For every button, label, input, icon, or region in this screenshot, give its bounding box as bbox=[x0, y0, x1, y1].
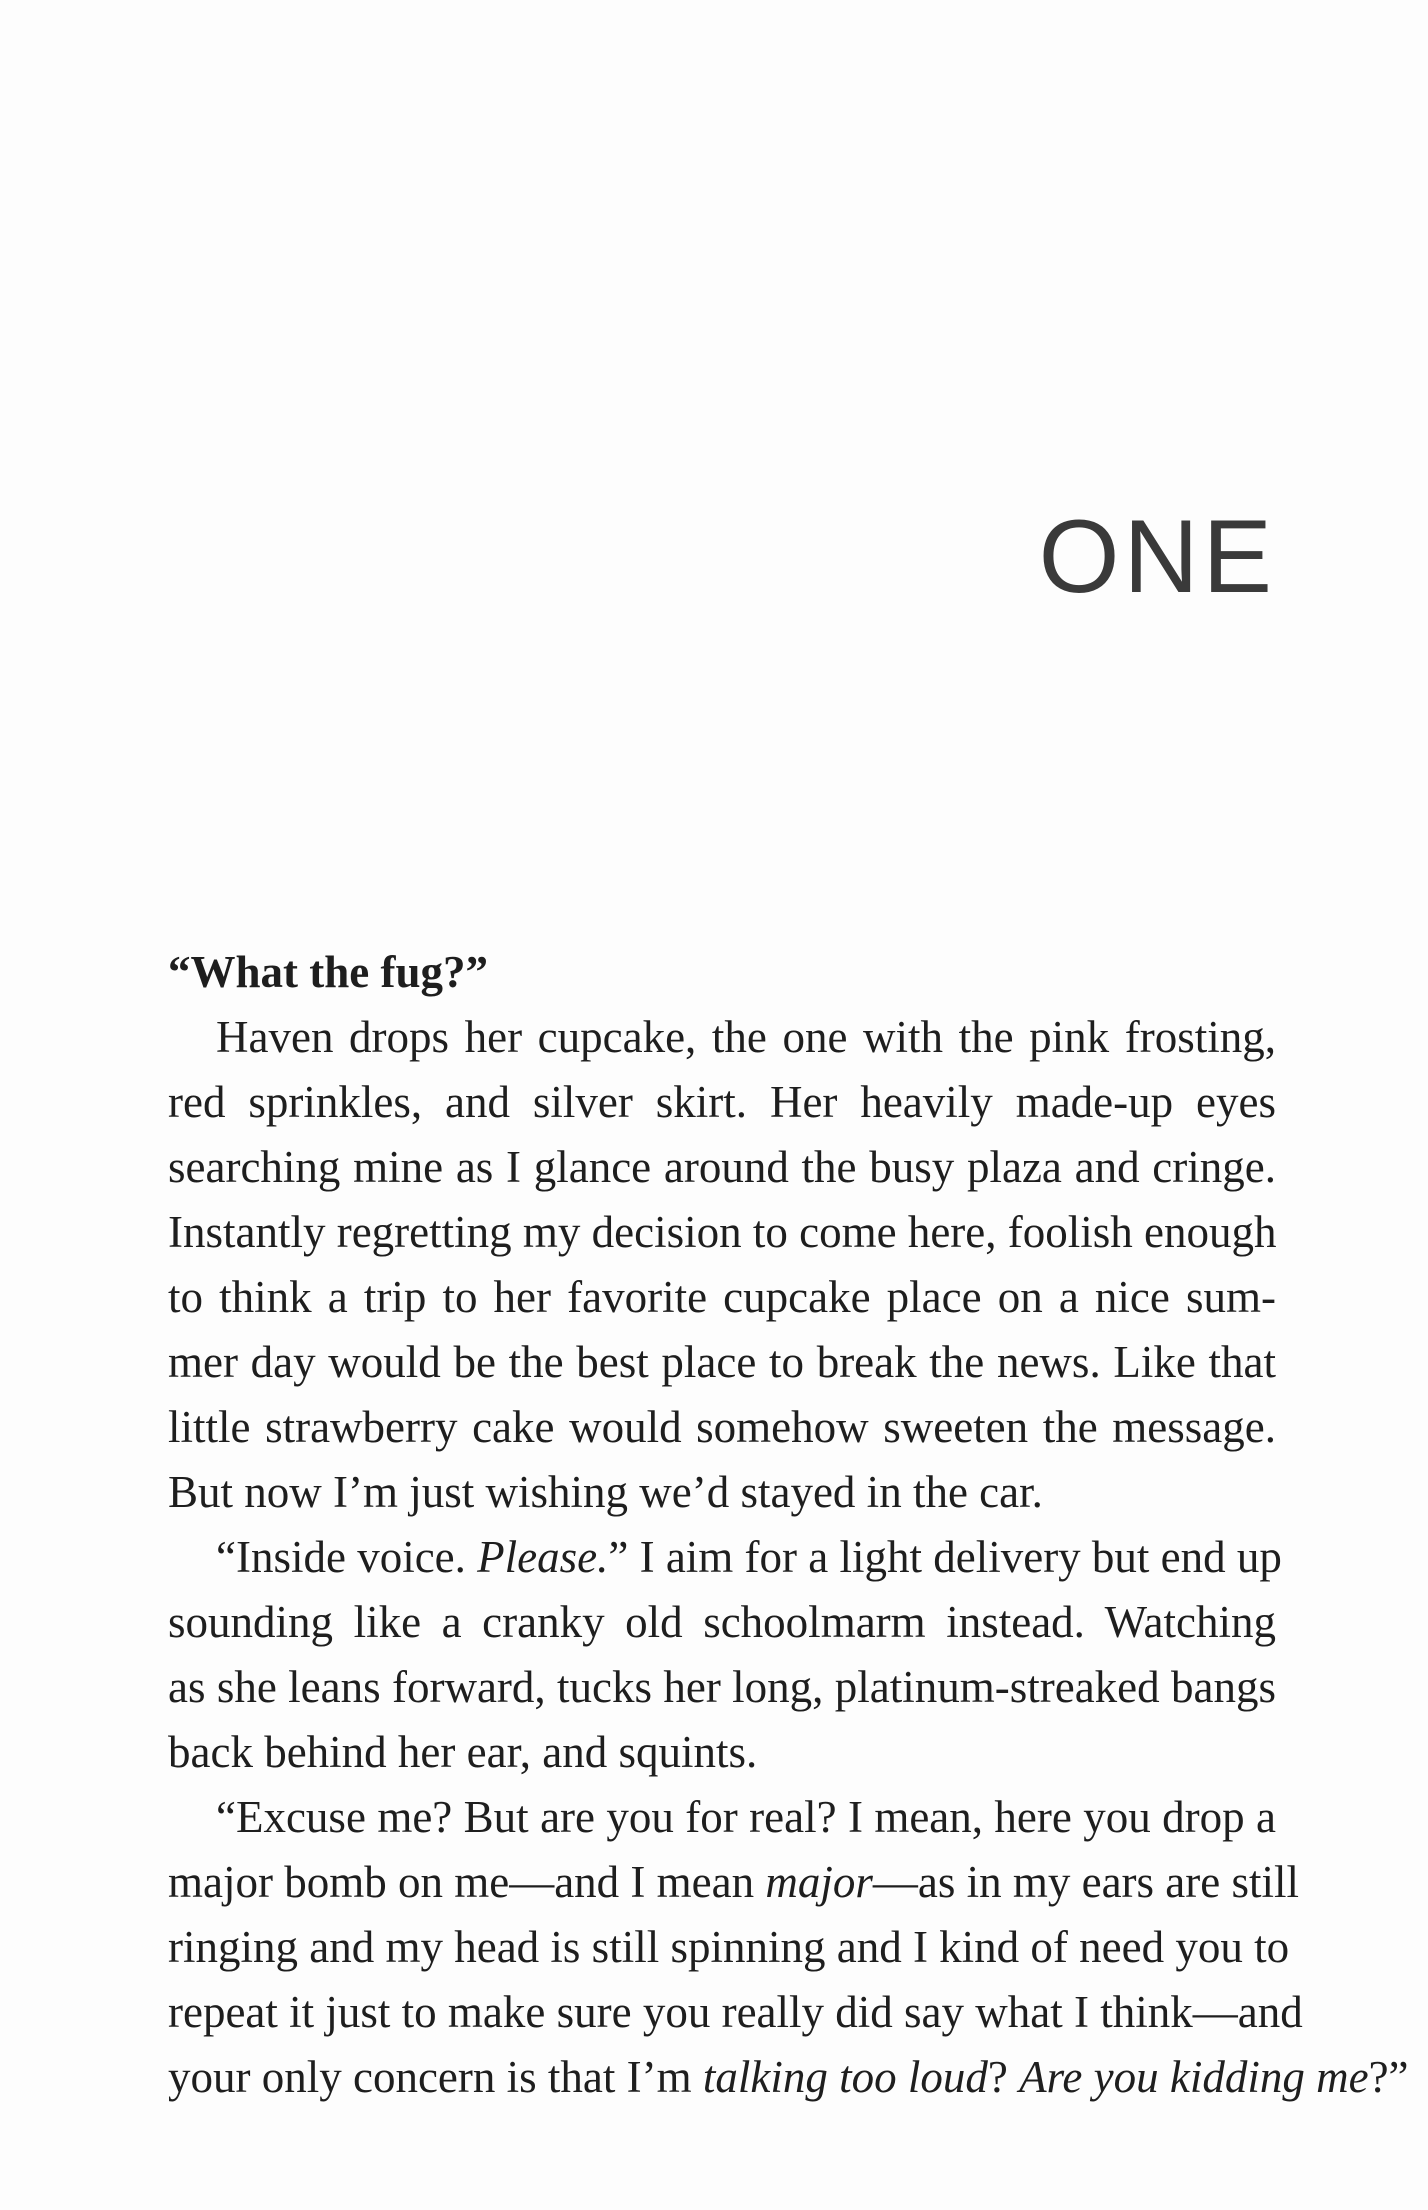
text-run: your only concern is that I’m bbox=[168, 2052, 703, 2102]
text-line: ringing and my head is still spinning and I kind of need you to bbox=[168, 1922, 1290, 1972]
text-run: ” I aim for a light delivery but end up bbox=[608, 1532, 1282, 1582]
text-line: mer day would be the best place to break the news. Like that bbox=[168, 1337, 1276, 1387]
text-run: —as in my ears are still bbox=[872, 1857, 1300, 1907]
text-line: little strawberry cake would somehow sweeten the message. bbox=[168, 1402, 1276, 1452]
opening-line: “What the fug?” bbox=[168, 947, 489, 997]
text-line: as she leans forward, tucks her long, platinum-streaked bangs bbox=[168, 1662, 1276, 1712]
text-line: red sprinkles, and silver skirt. Her heavily made-up eyes bbox=[168, 1077, 1276, 1127]
text-line: searching mine as I glance around the busy plaza and cringe. bbox=[168, 1142, 1276, 1192]
chapter-body bbox=[168, 940, 1409, 2110]
text-line bbox=[168, 1525, 1282, 1590]
text-line: “Excuse me? But are you for real? I mean, here you drop a bbox=[216, 1792, 1276, 1842]
paragraph-3 bbox=[168, 1785, 1409, 2110]
text-run: ? bbox=[987, 2052, 1020, 2102]
text-run: ?” bbox=[1368, 2052, 1409, 2102]
text-run: major bomb on me—and I mean bbox=[168, 1857, 766, 1907]
emphasis-text: major bbox=[765, 1857, 873, 1907]
emphasis-text: talking too loud bbox=[702, 2052, 988, 2102]
text-line: But now I’m just wishing we’d stayed in the car. bbox=[168, 1467, 1043, 1517]
paragraph-1 bbox=[168, 1005, 1276, 1525]
emphasis-text: Please. bbox=[477, 1532, 609, 1582]
text-line: Instantly regretting my decision to come here, foolish enough bbox=[168, 1207, 1277, 1257]
chapter-title: ONE bbox=[1038, 499, 1276, 615]
text-line: to think a trip to her favorite cupcake place on a nice sum- bbox=[168, 1272, 1276, 1322]
text-line bbox=[168, 1850, 1300, 1915]
text-line: repeat it just to make sure you really did say what I think—and bbox=[168, 1987, 1303, 2037]
emphasis-text: Are you kidding me bbox=[1019, 2052, 1369, 2102]
text-run: “Inside voice. bbox=[216, 1532, 478, 1582]
text-line: Haven drops her cupcake, the one with the pink frosting, bbox=[216, 1012, 1276, 1062]
text-line: back behind her ear, and squints. bbox=[168, 1727, 758, 1777]
paragraph-2 bbox=[168, 1525, 1282, 1785]
text-line bbox=[168, 2045, 1409, 2110]
text-line: sounding like a cranky old schoolmarm instead. Watching bbox=[168, 1597, 1276, 1647]
